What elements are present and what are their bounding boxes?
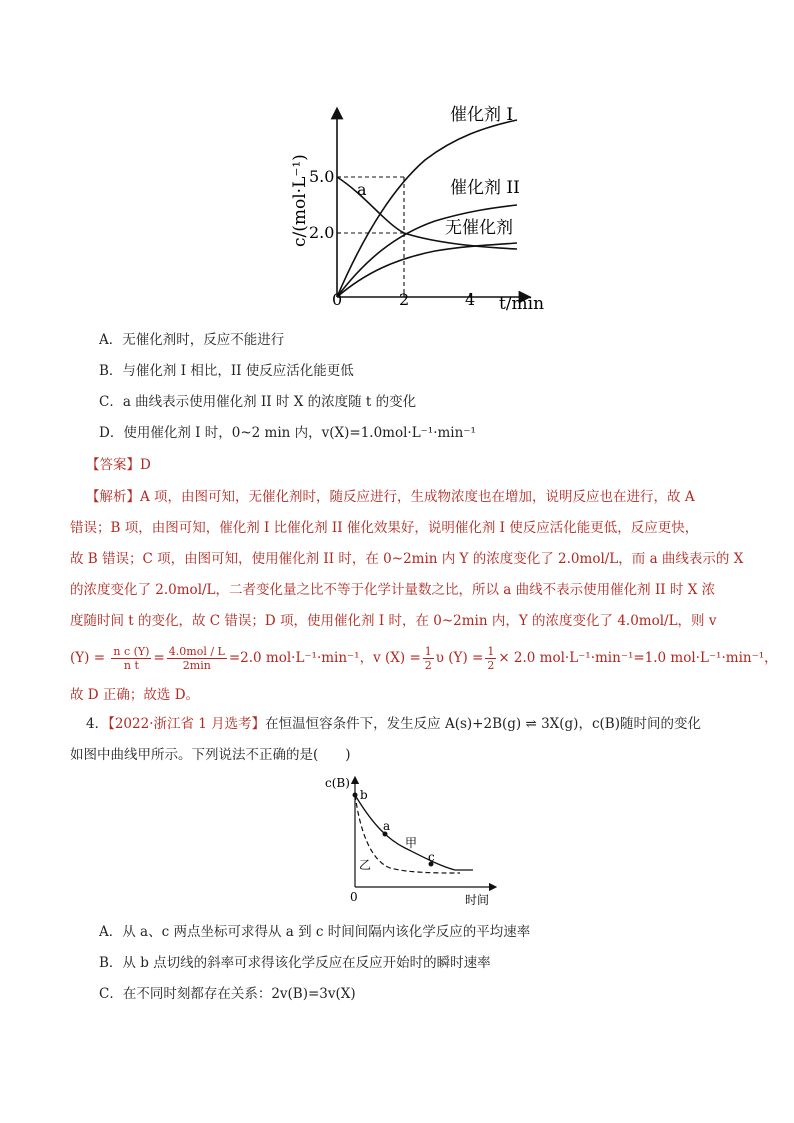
point-a-label: a	[383, 819, 391, 833]
curve-a-label: a	[357, 180, 367, 199]
analysis-line-3: 故 B 错误；C 项，由图可知，使用催化剂 II 时，在 0~2min 内 Y 的浓度变化了 2.0mol/L，而 a 曲线表示的 X	[70, 551, 744, 567]
origin-label: 0	[332, 290, 343, 309]
fraction-half-1: $\frac{1}{2}$	[424, 645, 432, 672]
q4-stem-line-2: 如图中曲线甲所示。下列说法不正确的是( )	[70, 747, 351, 763]
q4-option-c: C．在不同时刻都存在关系：2v(B)=3v(X)	[99, 986, 356, 1002]
analysis-label: 【解析】	[86, 489, 140, 505]
analysis-line-5: 度随时间 t 的变化，故 C 错误；D 项，使用催化剂 I 时，在 0~2min 内，Y 的浓度变化了 4.0mol/L，则 v	[70, 613, 717, 629]
y-tick-label-5: 5.0	[309, 167, 335, 186]
fraction-half-2: $\frac{1}{2}$	[487, 645, 495, 672]
figure-cb-time	[315, 770, 505, 910]
q3-option-a: A．无催化剂时，反应不能进行	[99, 332, 285, 348]
answer-value: D	[140, 457, 151, 473]
analysis-line-7: 故 D 正确；故选 D。	[70, 687, 200, 703]
curve-jia-label: 甲	[405, 836, 418, 850]
answer-line	[86, 454, 151, 476]
q4-number: 4．	[86, 716, 109, 732]
q4-option-a: A．从 a、c 两点坐标可求得从 a 到 c 时间间隔内该化学反应的平均速率	[99, 924, 531, 940]
x-axis-label-2: 时间	[465, 893, 490, 907]
label-catalyst-2: 催化剂 II	[450, 178, 520, 198]
fraction-rate-y: $\frac{\text{n c (Y)}}{\text{n t}}$	[113, 645, 150, 672]
y-axis-label-2: c(B)	[325, 776, 350, 790]
answer-label: 【答案】	[86, 457, 140, 473]
q4-stem-line-1: 4．【2022·浙江省 1 月选考】在恒温恒容条件下，发生反应 A(s)+2B(g) ⇌ 3X(g)，c(B)随时间的变化	[86, 716, 701, 732]
label-catalyst-1: 催化剂 I	[450, 105, 514, 125]
x-tick-label-2: 2	[399, 290, 410, 309]
label-no-catalyst: 无催化剂	[445, 218, 513, 238]
curve-jia	[355, 795, 473, 870]
analysis-line-4: 的浓度变化了 2.0mol/L，二者变化量之比不等于化学计量数之比，所以 a 曲线不表示使用催化剂 II 时 X 浓	[70, 582, 716, 598]
origin-label-2: 0	[350, 890, 358, 904]
analysis-line-2: 错误；B 项，由图可知，催化剂 I 比催化剂 II 催化效果好，说明催化剂 I 使反应活化能更低，反应更快，	[70, 520, 699, 536]
point-c-label: c	[428, 850, 435, 864]
point-b-dot	[353, 793, 358, 798]
curve-no-catalyst	[337, 243, 517, 297]
analysis-line-6: (Y) = $\frac{\text{n c (Y)}}{\text{n t}}$ = $\frac{\text{4.0mol / L}}{2\min}$ =2.0 mol·L⁻¹·min⁻¹，v (X) = $\frac{1}{2}$ υ (Y) = $\frac{1}{2}$ × 2.0 mol·L⁻¹·min⁻¹=1.0 mol·L⁻¹·min⁻¹，	[70, 645, 778, 672]
x-tick-label-4: 4	[465, 290, 476, 309]
q3-option-d: D．使用催化剂 I 时，0~2 min 内，v(X)=1.0mol·L⁻¹·min⁻¹	[99, 425, 476, 441]
fraction-values: $\frac{\text{4.0mol / L}}{2\min}$	[168, 645, 225, 672]
point-b-label: b	[360, 788, 368, 802]
y-tick-label-2: 2.0	[309, 223, 335, 242]
q4-option-b: B．从 b 点切线的斜率可求得该化学反应在反应开始时的瞬时速率	[99, 955, 491, 971]
y-axis-label: c/(mol·L⁻¹)	[290, 154, 310, 247]
q3-option-c: C．a 曲线表示使用催化剂 II 时 X 的浓度随 t 的变化	[99, 394, 417, 410]
q4-source: 【2022·浙江省 1 月选考】	[108, 716, 266, 732]
curve-yi-label: 乙	[359, 858, 372, 872]
x-axis-label: t/min	[499, 294, 545, 314]
figure-concentration-time	[285, 95, 560, 315]
analysis-line-1: 【解析】A 项，由图可知，无催化剂时，随反应进行，生成物浓度也在增加，说明反应也在进行，故 A	[86, 489, 695, 505]
q3-option-b: B．与催化剂 I 相比，II 使反应活化能更低	[99, 363, 354, 379]
